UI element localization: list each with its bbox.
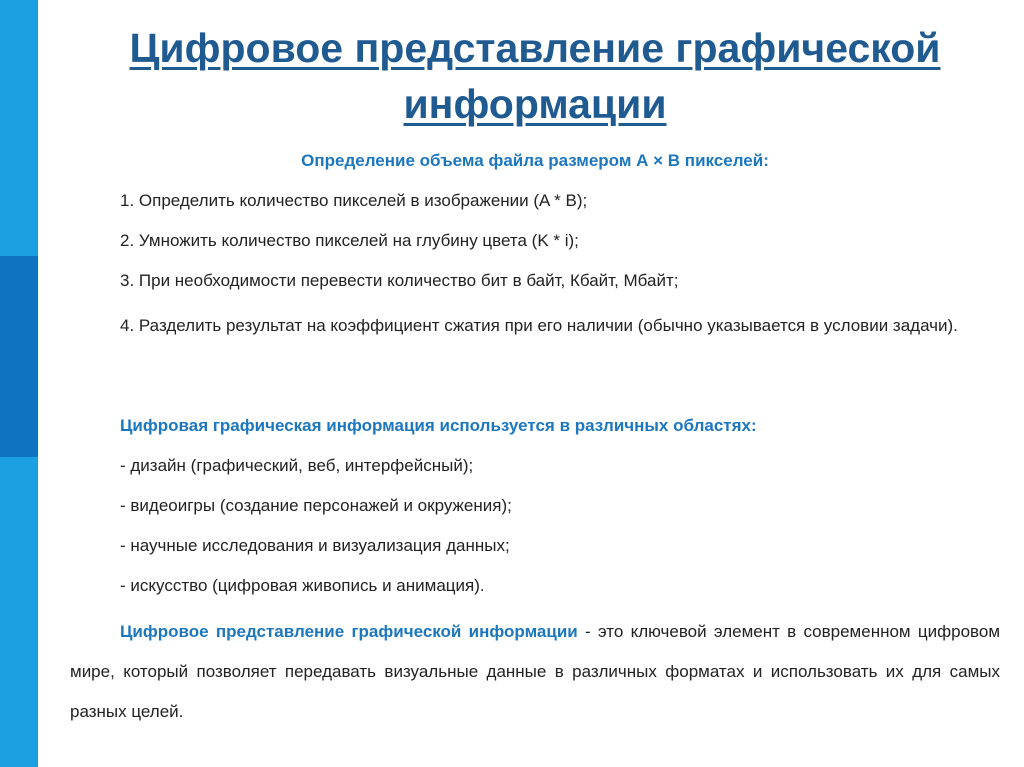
uses-heading: Цифровая графическая информация используется в различных областях: xyxy=(120,416,757,435)
use-item: - искусство (цифровая живопись и анимация). xyxy=(120,576,485,595)
use-item: - дизайн (графический, веб, интерфейсный); xyxy=(120,456,474,475)
steps-list xyxy=(70,181,1000,301)
use-item: - научные исследования и визуализация данных; xyxy=(120,536,510,555)
step-item: 2. Умножить количество пикселей на глубину цвета (K * i); xyxy=(120,231,579,250)
slide-title: Цифровое представление графической информации xyxy=(129,25,941,127)
step-item-last: 4. Разделить результат на коэффициент сжатия при его наличии (обычно указывается в условии задачи). xyxy=(120,316,958,335)
definition-heading: Определение объема файла размером А × В пикселей: xyxy=(301,151,769,170)
conclusion-paragraph xyxy=(70,612,1000,732)
uses-list xyxy=(70,446,1000,606)
step-item: 3. При необходимости перевести количество бит в байт, Кбайт, Мбайт; xyxy=(120,271,679,290)
use-item: - видеоигры (создание персонажей и окружения); xyxy=(120,496,512,515)
step-item: 1. Определить количество пикселей в изображении (A * B); xyxy=(120,191,588,210)
conclusion-term: Цифровое представление графической информации xyxy=(120,622,578,641)
side-bar-accent xyxy=(0,256,38,457)
conclusion-text: - это ключевой элемент в современном цифровом мире, который позволяет передавать визуальные данные в различных форматах и использовать их для самых разных целей. xyxy=(70,622,1001,721)
